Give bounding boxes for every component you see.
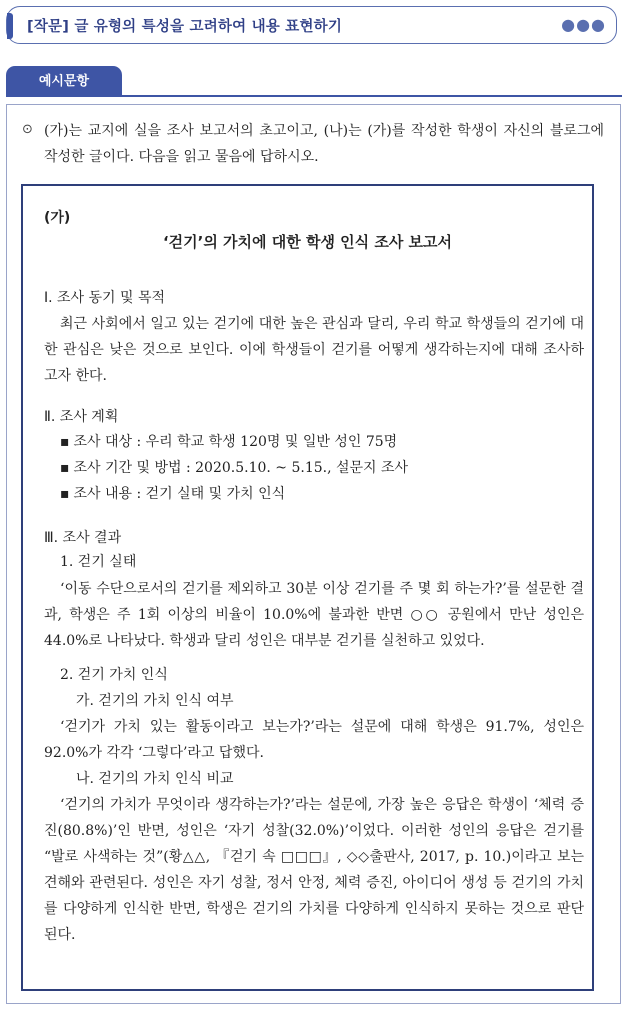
section-3-2-heading: 2. 걷기 가치 인식 xyxy=(60,667,168,683)
section-1-heading: Ⅰ. 조사 동기 및 목적 xyxy=(44,290,166,306)
section-2-item: ▪ 조사 대상 : 우리 학교 학생 120명 및 일반 성인 75명 xyxy=(60,430,600,454)
section-3-2-b-body: ‘걷기의 가치가 무엇이라 생각하는가?’라는 설문에, 가장 높은 응답은 학생이 ‘체력 증진(80.8%)’인 반면, 성인은 ‘자기 성찰(32.0%)’이었다. 이러한 성인의 응답은 걷기를 “발로 사색하는 것”(황△△, 『걷기 속 □□□』, ◇◇출판사, 2017, p. 10.)이라고 보는 견해와 관련된다. 성인은 자기 성찰, 정서 안정, 체력 증진, 아이디어 생성 등 걷기의 가치를 다양하게 인식한 반면, 학생은 걷기의 가치를 다양하게 인식하지 못하는 것으로 판단된다. xyxy=(44,797,584,943)
section-1-body: 최근 사회에서 일고 있는 걷기에 대한 높은 관심과 달리, 우리 학교 학생들의 걷기에 대한 관심은 낮은 것으로 보인다. 이에 학생들이 걷기를 어떻게 생각하는지에 대해 조사하고자 한다. xyxy=(44,316,584,384)
section-2-item: ▪ 조사 기간 및 방법 : 2020.5.10. ~ 5.15., 설문지 조사 xyxy=(60,456,600,480)
section-2-item: ▪ 조사 내용 : 걷기 실태 및 가치 인식 xyxy=(60,482,600,506)
section-3-2-a-heading: 가. 걷기의 가치 인식 여부 xyxy=(76,693,234,709)
question-text: (가)는 교지에 실을 조사 보고서의 초고이고, (나)는 (가)를 작성한 학생이 자신의 블로그에 작성한 글이다. 다음을 읽고 물음에 답하시오. xyxy=(44,123,604,165)
report-title: ‘걷기’의 가치에 대한 학생 인식 조사 보고서 xyxy=(162,233,453,251)
more-dots-icon[interactable]: ●●● xyxy=(561,15,606,34)
passage-label: (가) xyxy=(44,210,71,226)
tab-example-item[interactable]: 예시문항 xyxy=(6,66,122,96)
section-3-1-heading: 1. 걷기 실태 xyxy=(60,554,137,570)
section-3-2-b-heading: 나. 걷기의 가치 인식 비교 xyxy=(76,771,234,787)
section-3-heading: Ⅲ. 조사 결과 xyxy=(44,530,122,546)
header-accent-bar xyxy=(7,13,13,39)
page-title: [작문] 글 유형의 특성을 고려하여 내용 표현하기 xyxy=(27,19,343,35)
header-bar xyxy=(6,6,617,44)
section-2-heading: Ⅱ. 조사 계획 xyxy=(44,409,119,425)
question-marker-icon: ⊙ xyxy=(22,122,33,137)
section-3-1-body: ‘이동 수단으로서의 걷기를 제외하고 30분 이상 걷기를 주 몇 회 하는가?’를 설문한 결과, 학생은 주 1회 이상의 비율이 10.0%에 불과한 반면 ○○ 공원에서 만난 성인은 44.0%로 나타났다. 학생과 달리 성인은 대부분 걷기를 실천하고 있었다. xyxy=(44,581,584,649)
tab-underline xyxy=(6,95,622,97)
section-3-2-a-body: ‘걷기가 가치 있는 활동이라고 보는가?’라는 설문에 대해 학생은 91.7%, 성인은 92.0%가 각각 ‘그렇다’라고 답했다. xyxy=(44,719,584,761)
